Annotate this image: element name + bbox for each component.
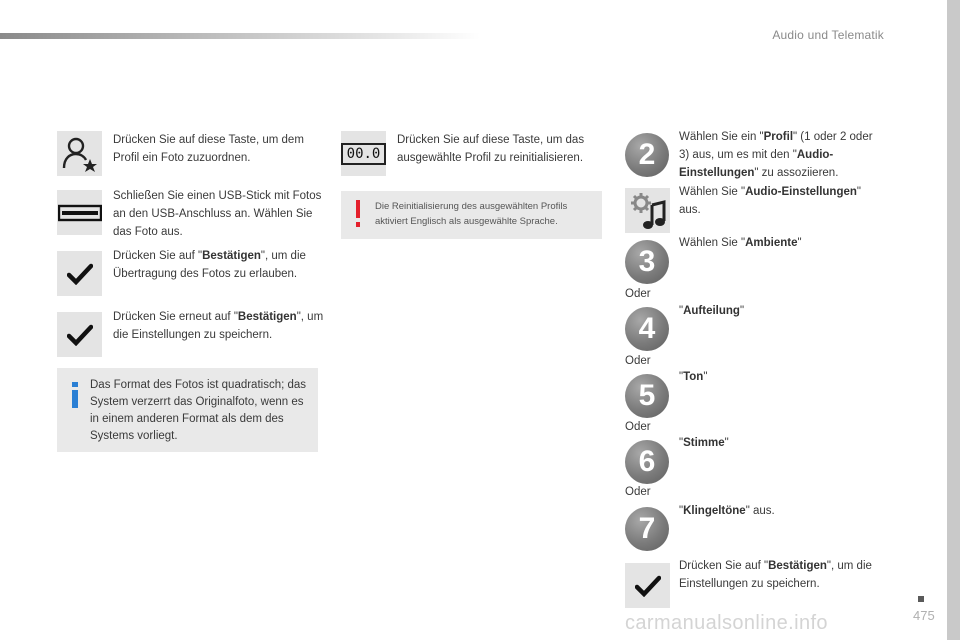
usb-slot-icon: [57, 190, 102, 235]
option-aufteilung-text: "Aufteilung": [679, 305, 745, 317]
page-edge-strip: [947, 0, 960, 640]
step-audio-settings-text: Wählen Sie "Audio-Einstellungen" aus.: [679, 186, 861, 216]
profile-star-icon: [57, 131, 102, 176]
option-ambiente-text: Wählen Sie "Ambiente": [679, 237, 802, 249]
section-title: Audio und Telematik: [772, 28, 884, 42]
info-icon: [69, 382, 81, 408]
oder-label: Oder: [625, 421, 651, 433]
step-select-profile-text: Wählen Sie ein "Profil" (1 oder 2 oder 3) aus, um es mit den "Audio-Einstellungen" zu assoziieren.: [679, 131, 873, 179]
warning-note-box: [341, 191, 602, 239]
reset-button-label: 00.0: [341, 143, 387, 165]
header-decoration-bar: [0, 33, 480, 39]
option-klingeltoene-text: "Klingeltöne" aus.: [679, 505, 775, 517]
oder-label: Oder: [625, 288, 651, 300]
oder-label: Oder: [625, 355, 651, 367]
step-number-5: 5: [625, 374, 669, 418]
info-note-box: [57, 368, 318, 452]
step-number-2: 2: [625, 133, 669, 177]
gear-music-icon: [625, 188, 670, 233]
step-photo-assign-text: Drücken Sie auf diese Taste, um dem Profil ein Foto zuzuordnen.: [113, 134, 304, 164]
step-confirm-transfer-text: Drücken Sie auf "Bestätigen", um die Übertragung des Fotos zu erlauben.: [113, 250, 306, 280]
page-number: 475: [913, 608, 935, 623]
checkmark-icon: [625, 563, 670, 608]
step-number-4: 4: [625, 307, 669, 351]
step-number-6: 6: [625, 440, 669, 484]
option-stimme-text: "Stimme": [679, 437, 729, 449]
page-marker: [918, 596, 924, 602]
step-reset-profile-text: Drücken Sie auf diese Taste, um das ausgewählte Profil zu reinitialisieren.: [397, 134, 585, 164]
step-number-3: 3: [625, 240, 669, 284]
step-number-7: 7: [625, 507, 669, 551]
warning-note-text: Die Reinitialisierung des ausgewählten Profils aktiviert Englisch als ausgewählte Sprache.: [375, 201, 568, 227]
checkmark-icon: [57, 251, 102, 296]
warning-icon: [354, 200, 362, 228]
step-save-settings-text: Drücken Sie erneut auf "Bestätigen", um die Einstellungen zu speichern.: [113, 311, 324, 341]
step-final-confirm-text: Drücken Sie auf "Bestätigen", um die Einstellungen zu speichern.: [679, 560, 872, 590]
option-ton-text: "Ton": [679, 371, 708, 383]
info-note-text: Das Format des Fotos ist quadratisch; das System verzerrt das Originalfoto, wenn es in einem anderen Format als dem des Systems vorliegt.: [90, 379, 307, 442]
oder-label: Oder: [625, 486, 651, 498]
watermark: carmanualsonline.info: [625, 612, 828, 634]
checkmark-icon: [57, 312, 102, 357]
reset-profile-button-icon: [341, 131, 386, 176]
step-usb-text: Schließen Sie einen USB-Stick mit Fotos an den USB-Anschluss an. Wählen Sie das Foto aus.: [113, 190, 322, 238]
